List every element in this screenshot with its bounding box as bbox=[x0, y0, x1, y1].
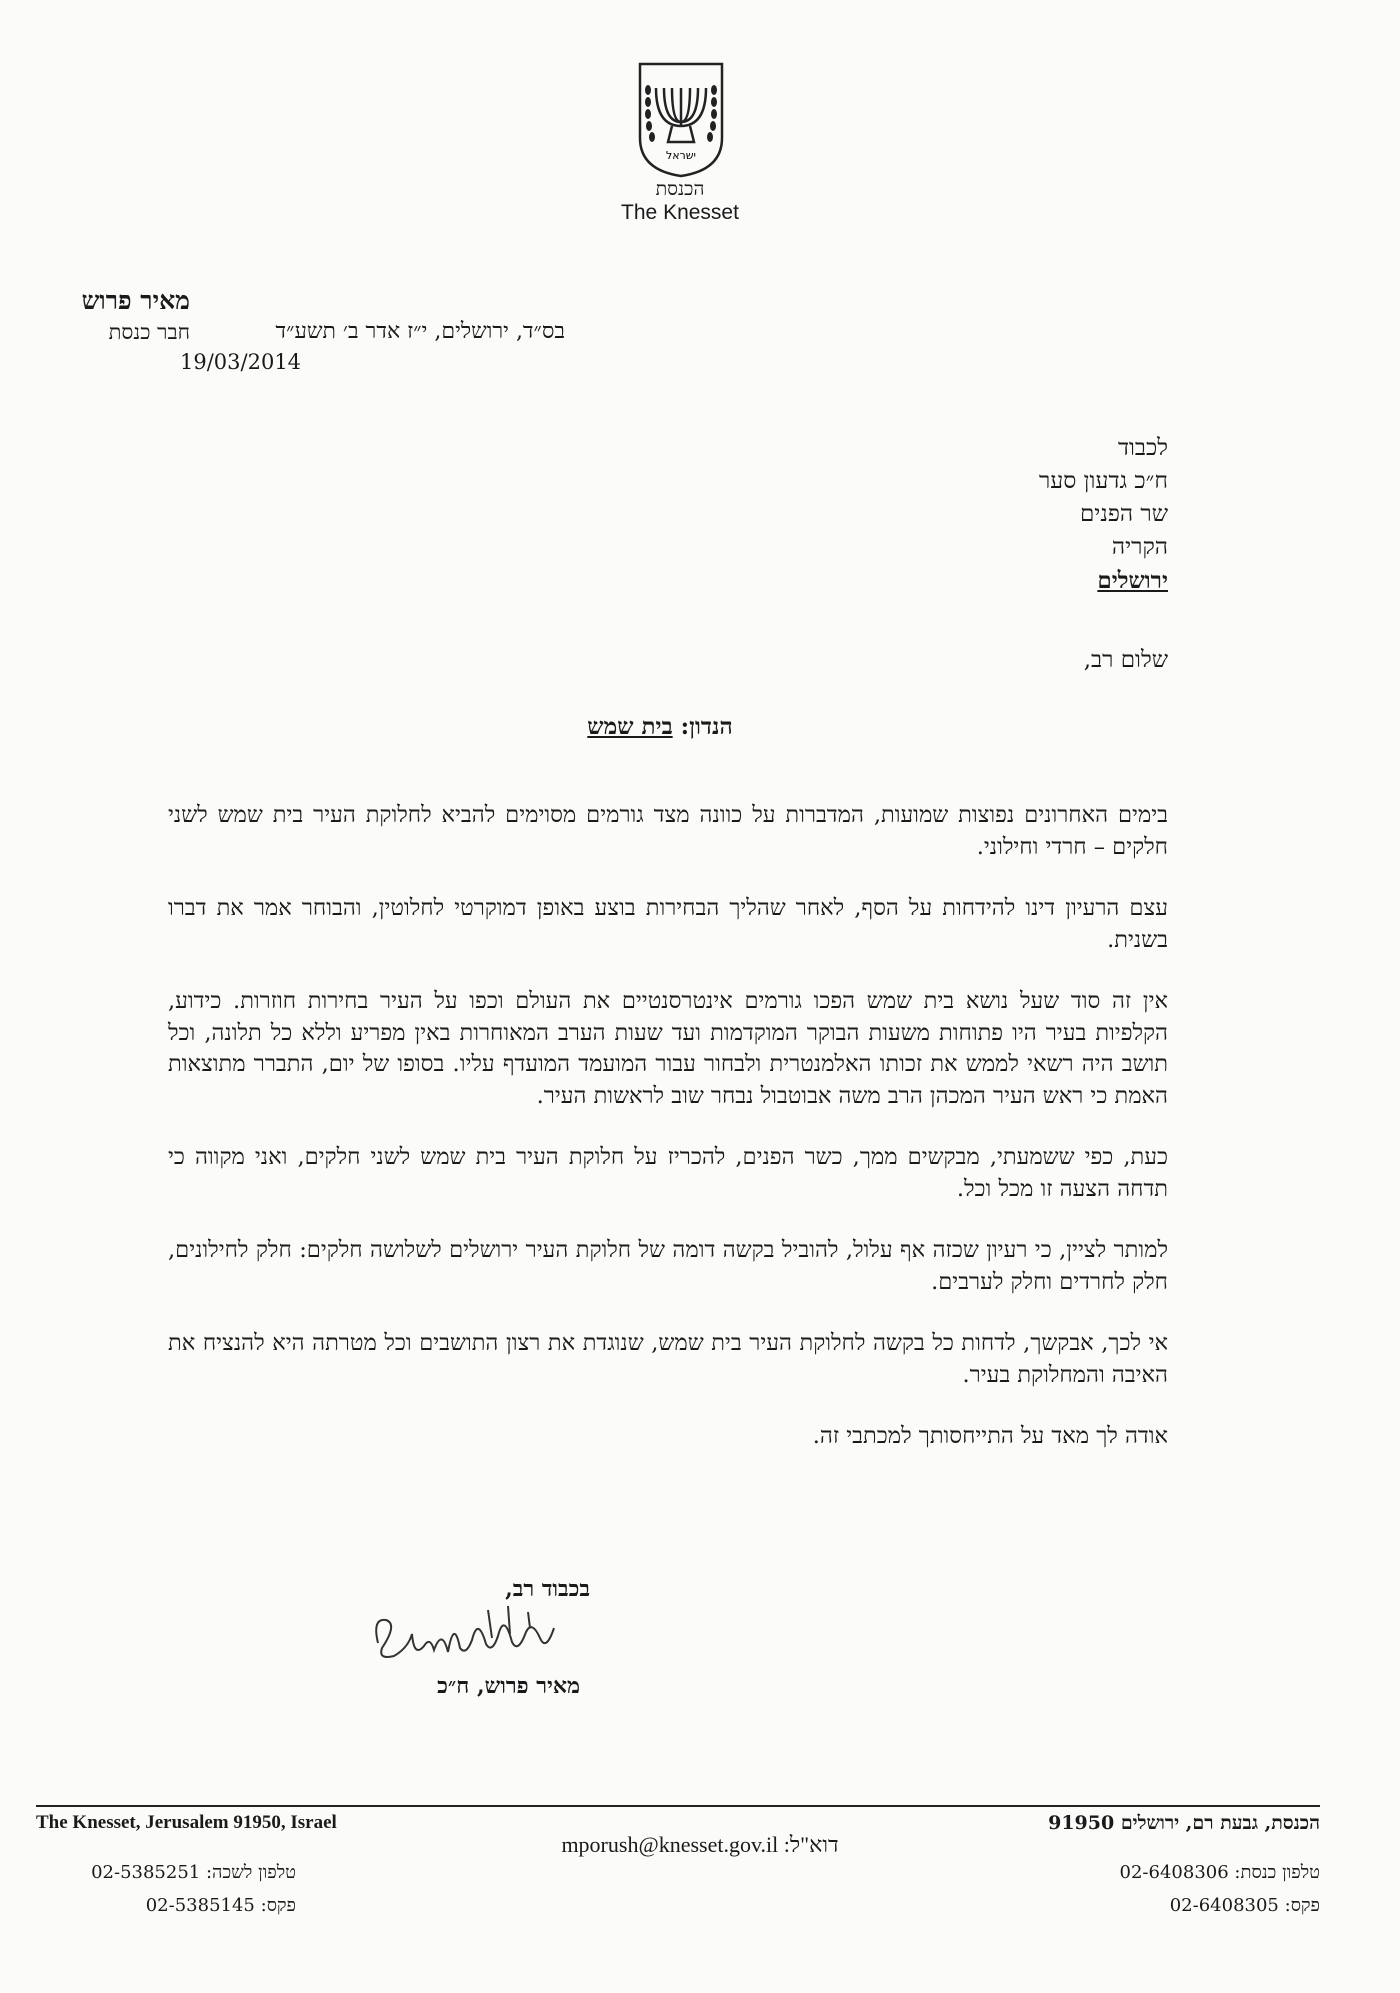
gregorian-date: 19/03/2014 bbox=[180, 350, 302, 374]
office-phone-label: טלפון לשכה: bbox=[205, 1862, 296, 1883]
recipient-block bbox=[748, 432, 1168, 597]
hebrew-date: בס״ד, ירושלים, י״ז אדר ב׳ תשע״ד bbox=[275, 319, 565, 344]
email-label: דוא"ל: bbox=[783, 1832, 839, 1857]
office-phone-number: 02-5385251 bbox=[91, 1862, 201, 1883]
closing: בכבוד רב, bbox=[505, 1576, 590, 1602]
footer-address-hebrew: הכנסת, גבעת רם, ירושלים 91950 bbox=[1048, 1812, 1320, 1834]
emblem-label: ישראל bbox=[665, 149, 697, 162]
body-paragraph: אודה לך מאד על התייחסותך למכתבי זה. bbox=[812, 1423, 1168, 1449]
knesset-hebrew-label: הכנסת bbox=[655, 178, 705, 200]
office-fax bbox=[36, 1895, 296, 1916]
knesset-english-label: The Knesset bbox=[621, 201, 739, 224]
signer-name: מאיר פרוש, ח״כ bbox=[437, 1673, 580, 1699]
sender-name: מאיר פרוש bbox=[81, 286, 190, 315]
recipient-line: לכבוד bbox=[1117, 435, 1168, 461]
knesset-fax-label: פקס: bbox=[1284, 1895, 1320, 1916]
recipient-line: ח״כ גדעון סער bbox=[1038, 468, 1168, 494]
body-paragraph: אין זה סוד שעל נושא בית שמש הפכו גורמים אינטרסנטיים את העולם וכפו על העיר בחירות חוזרות. כידוע, הקלפיות בעיר היו פתוחות משעות הבוקר המוקדמות ועד שעות הערב המאוחרות באין מפריע וללא כל תלונה, וכל תושב היה רשאי לממש את זכותו האלמנטרית ולבחור עבור המועמד המועדף עליו. בסופו של יום, התברר מתוצאות האמת כי ראש העיר המכהן הרב משה אבוטבול נבחר שוב לראשות העיר. bbox=[168, 988, 1168, 1109]
recipient-city: ירושלים bbox=[1097, 567, 1168, 594]
body-paragraph: כעת, כפי ששמעתי, מבקשים ממך, כשר הפנים, להכריז על חלוקת העיר בית שמש לשני חלקים, ואני מקווה כי תדחה הצעה זו מכל וכל. bbox=[168, 1144, 1168, 1202]
letter-body bbox=[168, 800, 1168, 1483]
knesset-phone-label: טלפון כנסת: bbox=[1234, 1862, 1320, 1883]
body-paragraph: למותר לציין, כי רעיון שכזה אף עלול, להוביל בקשה דומה של חלוקת העיר ירושלים לשלושה חלקים: חלק לחילונים, חלק לחרדים וחלק לערבים. bbox=[168, 1237, 1168, 1295]
body-paragraph: אי לכך, אבקשך, לדחות כל בקשה לחלוקת העיר בית שמש, שנוגדת את רצון התושבים וכל מטרתה היא להנציח את האיבה והמחלוקת בעיר. bbox=[168, 1330, 1168, 1388]
office-phone bbox=[36, 1862, 296, 1883]
body-paragraph: עצם הרעיון דינו להידחות על הסף, לאחר שהליך הבחירות בוצע באופן דמוקרטי לחלוטין, והבוחר אמר את דברו בשנית. bbox=[168, 895, 1168, 953]
office-fax-number: 02-5385145 bbox=[145, 1895, 255, 1916]
footer-address-english: The Knesset, Jerusalem 91950, Israel bbox=[36, 1812, 337, 1833]
knesset-emblem bbox=[636, 60, 726, 178]
subject-topic: בית שמש bbox=[587, 713, 673, 740]
office-fax-label: פקס: bbox=[260, 1895, 296, 1916]
knesset-phone bbox=[1060, 1862, 1320, 1883]
knesset-phone-number: 02-6408306 bbox=[1119, 1862, 1229, 1883]
handwritten-signature bbox=[368, 1598, 578, 1678]
knesset-fax bbox=[1060, 1895, 1320, 1916]
knesset-fax-number: 02-6408305 bbox=[1169, 1895, 1279, 1916]
email-address[interactable]: mporush@knesset.gov.il bbox=[561, 1832, 779, 1857]
subject-line bbox=[500, 713, 820, 740]
recipient-line: שר הפנים bbox=[1079, 501, 1168, 527]
greeting: שלום רב, bbox=[1083, 647, 1168, 673]
footer-divider bbox=[36, 1805, 1320, 1807]
sender-role: חבר כנסת bbox=[108, 320, 190, 344]
body-paragraph: בימים האחרונים נפוצות שמועות, המדברות על כוונה מצד גורמים מסוימים להביא לחלוקת העיר בית שמש לשני חלקים – חרדי וחילוני. bbox=[168, 802, 1168, 860]
recipient-line: הקריה bbox=[1111, 534, 1168, 560]
subject-label: הנדון: bbox=[680, 713, 733, 740]
footer-email bbox=[510, 1832, 890, 1858]
